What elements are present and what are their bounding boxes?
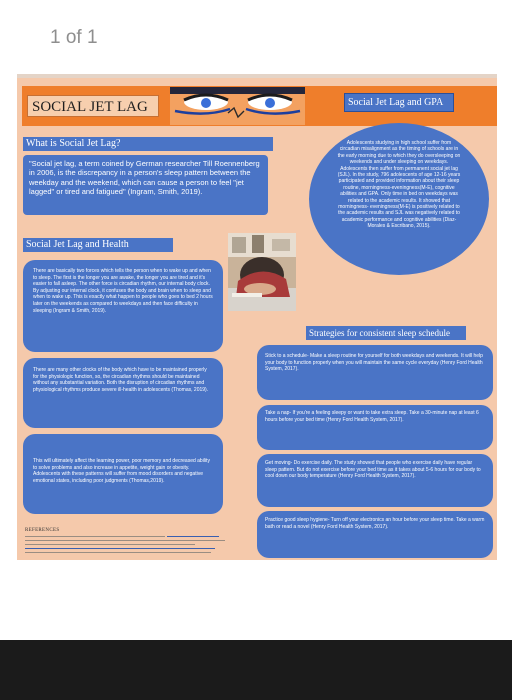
- student-sleeping-photo: [228, 233, 296, 311]
- references-heading: REFERENCES: [25, 528, 60, 533]
- health-section-header: Social Jet Lag and Health: [23, 238, 173, 252]
- tip-nap-box: Take a nap- If you're a feeling sleepy or want to take extra sleep. Take a 30-minute nap at least 6 hours before your bed time (Henry Ford Health System, 2017).: [257, 405, 493, 450]
- sleep-eyes-illustration: [170, 87, 305, 125]
- title-box: [27, 95, 159, 117]
- health-clocks-box: There are many other clocks of the body which have to be maintained properly for the physiologic function, so, the circadian rhythms should be maintained without any substantial variation. Both the disruption of circadian rhythms and physiological rhythms produce severe ill-health in adolescents (Thomas, 2019).: [23, 358, 223, 428]
- poster-title: SOCIAL JET LAG: [32, 99, 148, 115]
- definition-box: "Social jet lag, a term coined by German researcher Till Roennenberg in 2006, is the discrepancy in a person's sleep pattern between the weekday and the weekend, which can cause a person to feel "jet lagged" or tired and fatigued" (Ingram, Smith, 2019).: [23, 155, 268, 215]
- title-banner: [22, 86, 497, 126]
- tip-exercise-box: Get moving- Do exercise daily. The study showed that people who exercise daily have regular sleep pattern. But do not exercise before your bed time as it takes about 5-6 hours for our body to cool down our body temperature (Henry Ford Health System, 2017).: [257, 454, 493, 507]
- tip-schedule-box: Stick to a schedule- Make a sleep routine for yourself for both weekdays and weekends. It will help your body to function properly when you will maintain the same cycle everyday (Henry Ford Health System, 2017).: [257, 345, 493, 400]
- tip-hygiene-box: Practice good sleep hygiene- Turn off your electronics an hour before your sleep time. Take a warm bath or read a novel (Henry Ford Health System, 2017).: [257, 511, 493, 558]
- gpa-section-header: Social Jet Lag and GPA: [344, 93, 454, 112]
- reference-line: [25, 552, 211, 553]
- what-section-header: What is Social Jet Lag?: [23, 137, 273, 151]
- reference-link-line: [25, 548, 215, 549]
- poster-page: [17, 74, 497, 560]
- health-forces-box: There are basically two forces which tells the person when to wake up and when to sleep. The first is the longer you are awake, the longer you are tired and it's easier to fall asleep. The other force is circadian rhythm, our internal body clock. By adjusting our internal clock, it confuses the body and brain when to sleep and when to wake up. This is exactly what happen to people who goes to bed 2 hours later on the weekends as compared to weekdays and then face difficulty in sleeping (Ingram & Smith, 2019).: [23, 260, 223, 352]
- reference-line: [25, 540, 225, 541]
- reference-line: [25, 536, 165, 537]
- poster-top-band: [17, 74, 497, 78]
- page-counter: 1 of 1: [50, 27, 98, 48]
- reference-line: [25, 544, 195, 545]
- strategies-section-header: Strategies for consistent sleep schedule: [306, 326, 466, 340]
- reference-link-line: [167, 536, 219, 537]
- gpa-study-circle: Adolescents studying in high school suffer from circadian misalignment as the timing of schools are in the early morning due to which they do oversleeping on weekends and under sleeping on weekdays. Adolescents then suffer from permanent social jet lag (SJL). In the study, 796 adolescents of age 12-16 years participated and provided information about their sleep routine, morningness-eveningness(M-E), cognitive abilities and GPA. Only time in bed on weekdays was related to the academic results. It showed that morningness- eveningness(M-E) is positively related to the academic results and SJL was negatively related to academic performance and cognitive abilities (Diaz-Morales & Escribano, 2015).: [309, 123, 489, 275]
- health-effects-box: This will ultimately affect the learning power, poor memory and decreased ability to solve problems and also increase in appetite, weight gain or obesity. Adolescents with these patterns will suffer from mood disorders and negative emotional states, including poor judgments (Thomas,2019).: [23, 434, 223, 514]
